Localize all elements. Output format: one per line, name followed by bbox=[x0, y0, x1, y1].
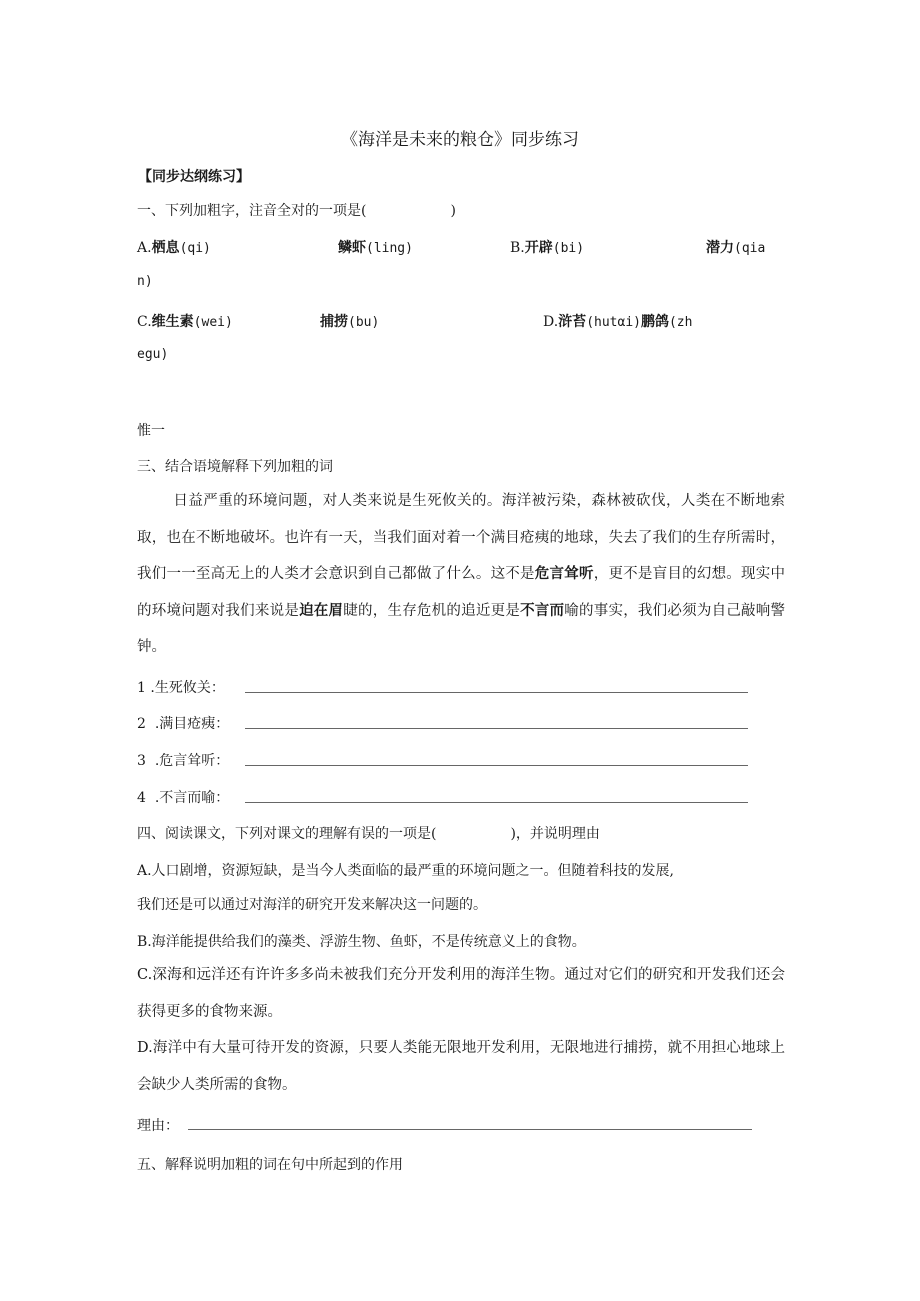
q1-option-c: C.维生素(wei) bbox=[137, 314, 233, 330]
q1-b2-word: 潜力 bbox=[706, 240, 734, 256]
page-title: 《海洋是未来的粮仓》同步练习 bbox=[341, 130, 579, 150]
q3-bold-1: 危言耸听 bbox=[534, 566, 594, 583]
q3-bold-3: 不言而 bbox=[520, 602, 565, 619]
q1-option-b2: 潜力(qia bbox=[706, 240, 766, 256]
q3-item-1-blank[interactable] bbox=[245, 692, 748, 693]
q1-c2-word: 捕捞 bbox=[320, 314, 348, 330]
q4-option-a-line2: 我们还是可以通过对海洋的研究开发来解决这一问题的。 bbox=[137, 897, 487, 913]
q4-option-c: C.深海和远洋还有许许多多尚未被我们充分开发利用的海洋生物。通过对它们的研究和开发我们还会获得更多的食物来源。 bbox=[137, 967, 785, 1020]
q3-item-3-blank[interactable] bbox=[245, 765, 748, 766]
q3-item-4: 4 .不言而喻： bbox=[137, 790, 230, 806]
q5-question: 五、解释说明加粗的词在句中所起到的作用 bbox=[137, 1157, 403, 1173]
q3-item-1: 1 .生死攸关： bbox=[137, 680, 225, 696]
q4-reason-label: 理由： bbox=[137, 1118, 179, 1134]
q1-c1-word: 维生素 bbox=[151, 314, 194, 330]
q1-option-c2: 捕捞(bu) bbox=[320, 314, 380, 330]
q3-item-4-blank[interactable] bbox=[245, 802, 748, 803]
q1-option-b: B.开辟(bi) bbox=[510, 240, 585, 256]
q1-option-d: D.浒苔(hutαi)鹏鸽(zh bbox=[543, 314, 693, 330]
q1-d2-word: 鹏鸽 bbox=[640, 314, 669, 330]
q1-option-a: A.栖息(qi) bbox=[137, 240, 211, 256]
q1-a2-word: 鳞虾 bbox=[338, 240, 366, 256]
q3-passage: 日益严重的环境问题，对人类来说是生死攸关的。海洋被污染，森林被砍伐，人类在不断地索取，也在不断地破坏。也许有一天，当我们面对着一个满目疮痍的地球，失去了我们的生存所需时，我们一一至高无上的人类才会意识到自己都做了什么。这不是危言耸听，更不是盲目的幻想。现实中的环境问题对我们来说是迫在眉睫的，生存危机的追近更是不言而喻的事实，我们必须为自己敲响警钟。 bbox=[137, 493, 786, 656]
q4-reason-blank[interactable] bbox=[188, 1129, 752, 1130]
q3-question: 三、结合语境解释下列加粗的词 bbox=[137, 459, 333, 475]
q1-b2-pinyin-cont: n) bbox=[137, 274, 153, 289]
section-header: 【同步达纲练习】 bbox=[138, 169, 250, 185]
q4-option-b: B.海洋能提供给我们的藻类、浮游生物、鱼虾，不是传统意义上的食物。 bbox=[137, 934, 586, 950]
q1-d1-word: 浒苔 bbox=[558, 314, 587, 330]
q3-item-2-blank[interactable] bbox=[245, 728, 748, 729]
q3-item-2: 2 .满目疮痍： bbox=[137, 716, 230, 732]
q4-question: 四、阅读课文，下列对课文的理解有误的一项是( )，并说明理由 bbox=[137, 826, 600, 842]
q4-option-a-line1: A.人口剧增，资源短缺，是当今人类面临的最严重的环境问题之一。但随着科技的发展, bbox=[137, 863, 675, 879]
q1-d2-pinyin-cont: egu) bbox=[137, 347, 169, 362]
stray-text: 惟一 bbox=[137, 423, 165, 439]
q3-bold-2: 迫在眉 bbox=[299, 602, 344, 619]
q4-option-d: D.海洋中有大量可待开发的资源，只要人类能无限地开发利用，无限地进行捕捞，就不用担心地球上会缺少人类所需的食物。 bbox=[137, 1040, 785, 1093]
q1-b1-word: 开辟 bbox=[524, 240, 553, 256]
q3-item-3: 3 .危言耸听： bbox=[137, 753, 230, 769]
q1-question: 一、下列加粗字，注音全对的一项是( ) bbox=[137, 203, 456, 219]
q1-a1-word: 栖息 bbox=[151, 240, 180, 256]
q1-option-a2: 鳞虾(ling) bbox=[338, 240, 413, 256]
